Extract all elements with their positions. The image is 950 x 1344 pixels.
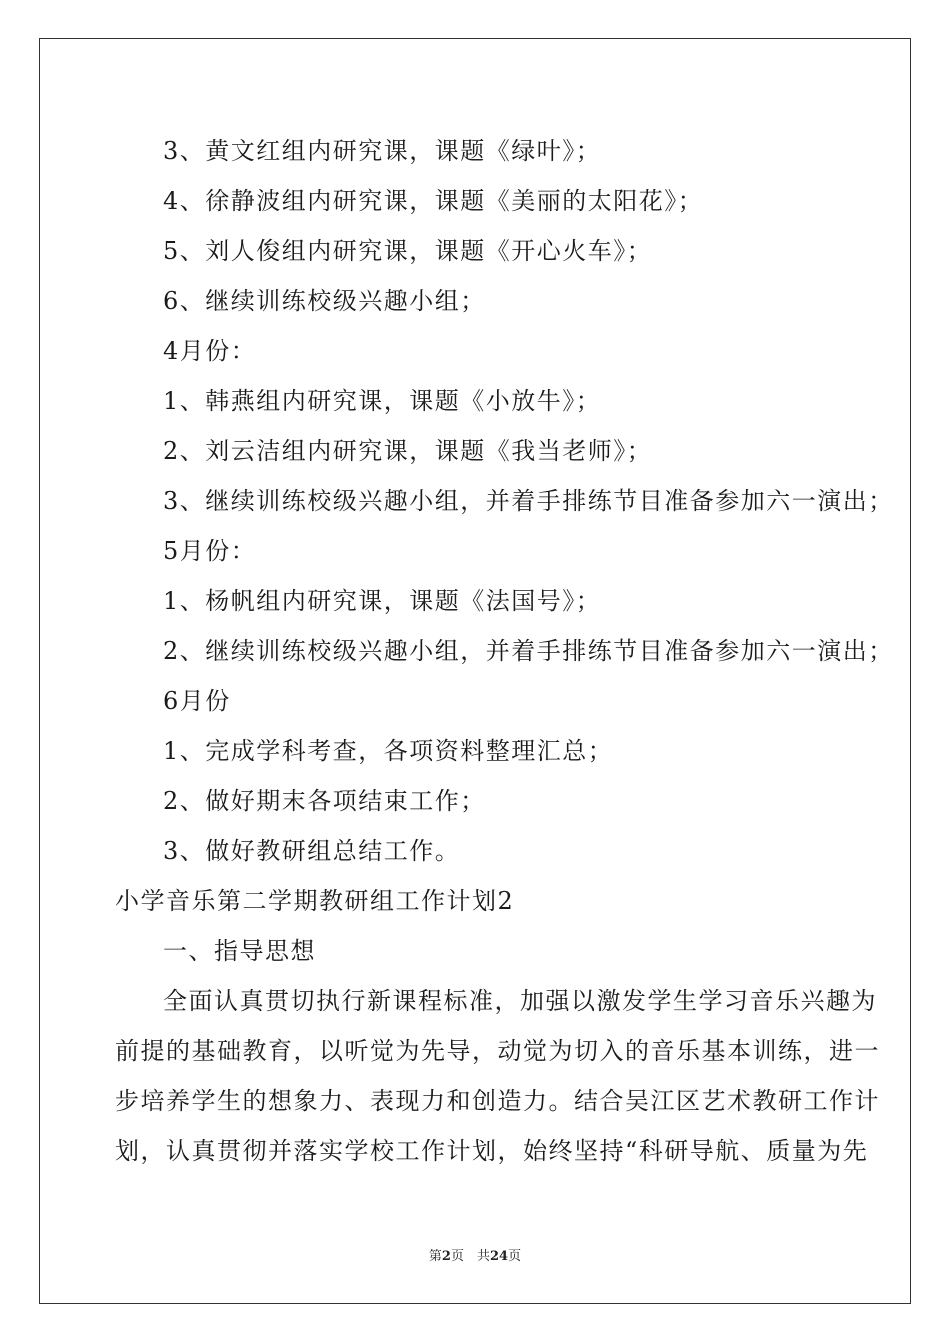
- text-line: 1、完成学科考查，各项资料整理汇总；: [163, 737, 614, 765]
- text-line: 2、做好期末各项结束工作；: [163, 787, 486, 815]
- section-heading: 一、指导思想: [163, 937, 316, 965]
- text-line: 4、徐静波组内研究课，课题《美丽的太阳花》；: [163, 187, 704, 215]
- text-line: 1、杨帆组内研究课，课题《法国号》；: [163, 587, 602, 615]
- month-heading: 5月份：: [163, 537, 257, 565]
- paragraph-line: 步培养学生的想象力、表现力和创造力。结合吴江区艺术教研工作计: [115, 1087, 880, 1115]
- text-line: 3、黄文红组内研究课，课题《绿叶》；: [163, 137, 602, 165]
- month-heading: 4月份：: [163, 337, 257, 365]
- footer-suffix: 页: [508, 1249, 522, 1264]
- text-line: 2、继续训练校级兴趣小组，并着手排练节目准备参加六一演出；: [163, 637, 894, 665]
- text-line: 1、韩燕组内研究课，课题《小放牛》；: [163, 387, 602, 415]
- text-line: 6、继续训练校级兴趣小组；: [163, 287, 486, 315]
- month-heading: 6月份: [163, 687, 231, 715]
- footer-page-number: 2: [441, 1249, 451, 1264]
- footer-total-pages: 24: [489, 1249, 509, 1264]
- paragraph-line: 全面认真贯切执行新课程标准，加强以激发学生学习音乐兴趣为: [163, 987, 877, 1015]
- footer-middle: 页 共: [450, 1249, 490, 1264]
- section-title: 小学音乐第二学期教研组工作计划2: [115, 887, 515, 915]
- paragraph-line: 前提的基础教育，以听觉为先导，动觉为切入的音乐基本训练，进一: [115, 1037, 880, 1065]
- text-line: 3、继续训练校级兴趣小组，并着手排练节目准备参加六一演出；: [163, 487, 894, 515]
- text-line: 2、刘云洁组内研究课，课题《我当老师》；: [163, 437, 653, 465]
- footer-prefix: 第: [428, 1249, 442, 1264]
- text-line: 3、做好教研组总结工作。: [163, 837, 461, 865]
- paragraph-line: 划，认真贯彻并落实学校工作计划，始终坚持“科研导航、质量为先: [115, 1137, 869, 1165]
- text-line: 5、刘人俊组内研究课，课题《开心火车》；: [163, 237, 653, 265]
- page-footer: [0, 1248, 950, 1266]
